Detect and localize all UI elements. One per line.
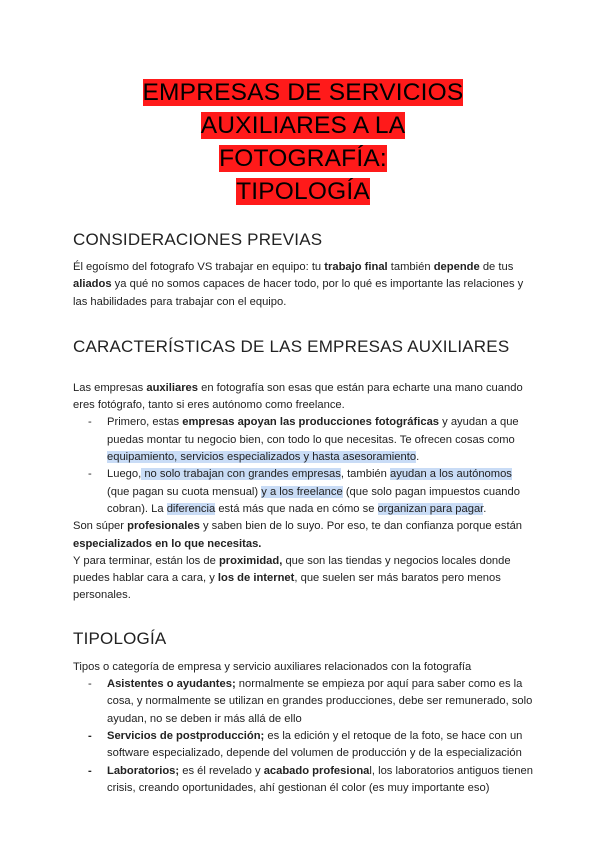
- list-caracteristicas: [73, 414, 533, 518]
- highlight: y a los freelance: [261, 485, 343, 498]
- highlight: ayudan a los autónomos: [390, 468, 512, 481]
- list-item: - Primero, estas empresas apoyan las producciones fotográficas y ayudan a que puedas montar tu negocio bien, con todo lo que necesitas. Te ofrecen cosas como equipamiento, servicios especializados y hasta asesoramiento.: [88, 416, 519, 464]
- highlight: no solo trabajan con grandes empresas: [141, 468, 341, 481]
- paragraph-profesionales: Son súper profesionales y saben bien de lo suyo. Por eso, te dan confianza porque están especializados en lo que necesitas.: [73, 520, 523, 550]
- title-line-3: TIPOLOGÍA: [236, 178, 370, 205]
- document-page: [73, 0, 533, 797]
- list-item: - Asistentes o ayudantes; normalmente se empieza por aquí para saber como es la cosa, y normalmente se utilizan en grandes producciones, debe ser remunerado, solo ayudan, no se deben ir más allá de ello: [88, 678, 533, 725]
- heading-consideraciones: CONSIDERACIONES PREVIAS: [73, 230, 323, 249]
- list-item: - Laboratorios; es él revelado y acabado profesional, los laboratorios antiguos tienen crisis, creando oportunidades, ahí gestionan él color (es muy importante eso): [88, 764, 533, 794]
- highlight: diferencia: [166, 502, 216, 515]
- paragraph-consideraciones: Él egoísmo del fotografo VS trabajar en equipo: tu trabajo final también depende de tus aliados ya qué no somos capaces de hacer todo, por lo qué es importante las relaciones y las habilidades para trabajar con el equipo.: [73, 261, 524, 308]
- title-line-2: AUXILIARES A LA FOTOGRAFÍA:: [200, 112, 406, 172]
- paragraph-proximidad: Y para terminar, están los de proximidad, que son las tiendas y negocios locales donde puedes hablar cara a cara, y los de internet, que suelen ser más baratos pero menos personales.: [73, 554, 511, 602]
- title-line-1: EMPRESAS DE SERVICIOS: [142, 79, 464, 106]
- heading-tipologia: TIPOLOGÍA: [73, 628, 167, 648]
- document-title: [123, 76, 483, 208]
- highlight: organizan para pagar: [377, 502, 484, 515]
- list-tipologia: [73, 676, 533, 797]
- list-item: - Servicios de postproducción; es la edición y el retoque de la foto, se hace con un software especializado, depende del volumen de producción y de la especialización: [88, 729, 523, 760]
- heading-caracteristicas: CARACTERÍSTICAS DE LAS EMPRESAS AUXILIARES: [73, 336, 510, 356]
- highlight: equipamiento, servicios especializados y hasta asesoramiento: [107, 451, 417, 464]
- list-item: - Luego, no solo trabajan con grandes empresas, también ayudan a los autónomos (que pagan su cuota mensual) y a los freelance (que solo pagan impuestos cuando cobran). La diferencia está más que nada en cómo se organizan para pagar.: [88, 468, 520, 515]
- paragraph-auxiliares-intro: Las empresas auxiliares en fotografía son esas que están para echarte una mano cuando eres fotógrafo, tanto si eres autónomo como freelance.: [73, 381, 523, 412]
- paragraph-tipologia-intro: Tipos o categoría de empresa y servicio auxiliares relacionados con la fotografía: [73, 660, 472, 673]
